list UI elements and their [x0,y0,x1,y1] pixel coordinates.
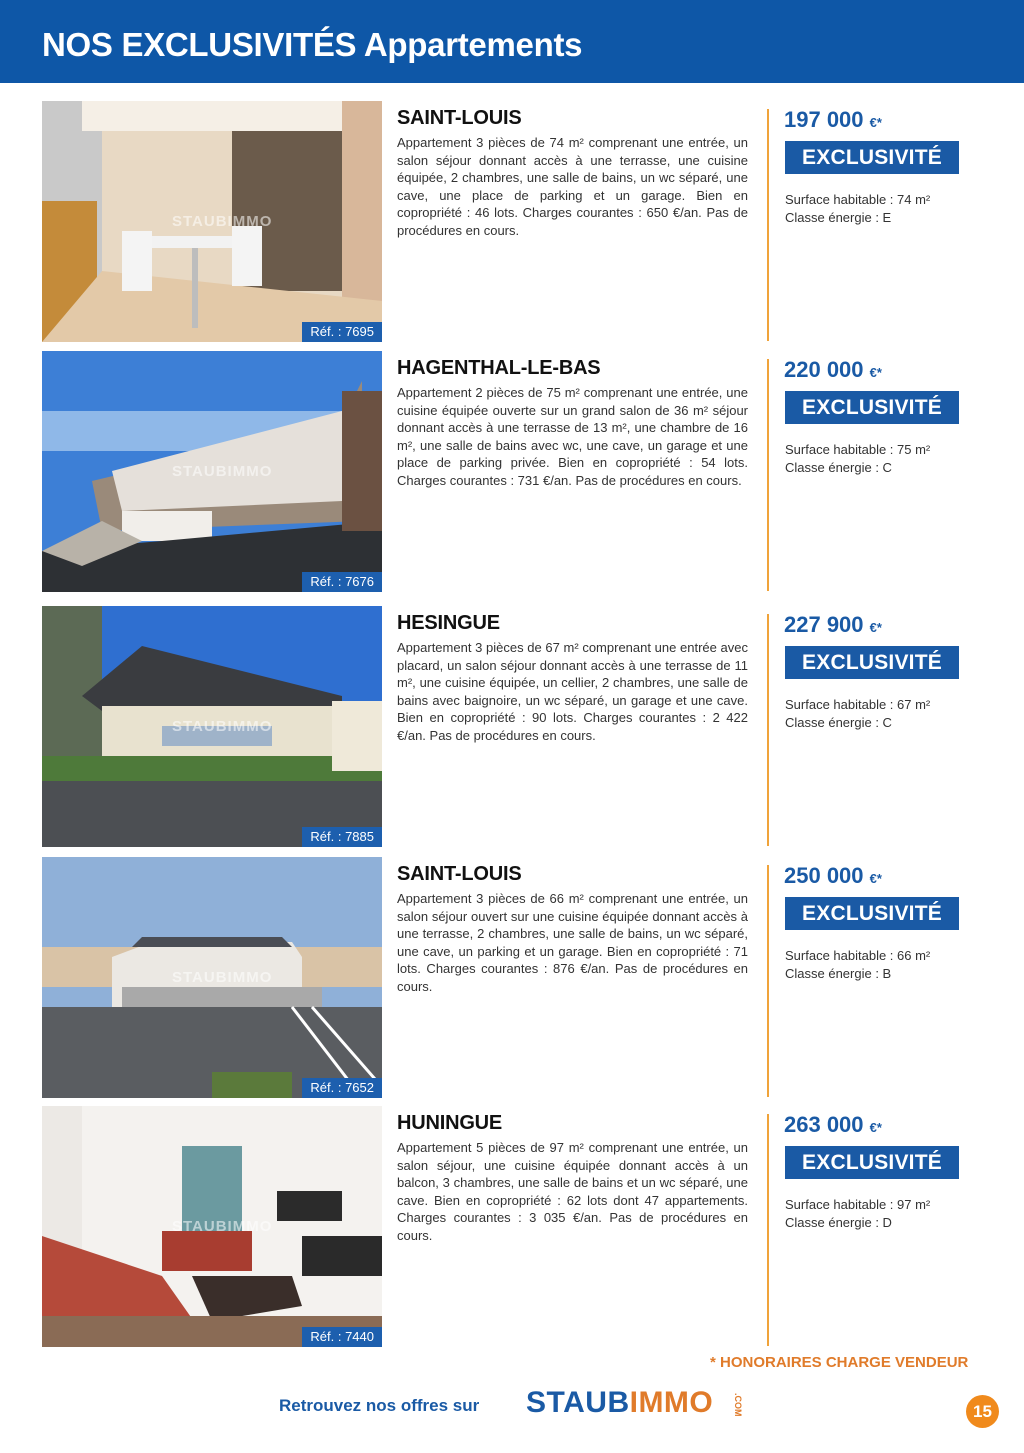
listing-photo[interactable] [42,857,382,1098]
photo-watermark: STAUBIMMO [172,1218,273,1235]
listing-facts [785,696,930,732]
photo-watermark: STAUBIMMO [172,213,273,230]
photo-watermark: STAUBIMMO [172,969,273,986]
photo-watermark: STAUBIMMO [172,463,273,480]
listing-card[interactable] [0,606,1024,850]
divider-line [767,359,769,591]
listing-photo[interactable] [42,101,382,342]
listing-photo[interactable] [42,606,382,847]
reference-badge: Réf. : 7440 [302,1327,382,1347]
listing-price: 220 000 €* [784,357,882,382]
exclusivite-badge: EXCLUSIVITÉ [785,646,959,679]
staubimmo-logo[interactable]: STAUBIMMO [526,1386,714,1419]
energy-class-text: Classe énergie : D [785,1215,892,1230]
listing-photo[interactable] [42,1106,382,1347]
listing-price: 197 000 €* [784,107,882,132]
page-header [0,0,1024,83]
listing-card[interactable] [0,351,1024,595]
energy-class-text: Classe énergie : B [785,966,892,981]
divider-line [767,1114,769,1346]
listing-price: 263 000 €* [784,1112,882,1137]
reference-badge: Réf. : 7885 [302,827,382,847]
exclusivite-badge: EXCLUSIVITÉ [785,897,959,930]
listing-facts [785,1196,930,1232]
exclusivite-badge: EXCLUSIVITÉ [785,141,959,174]
listing-city: SAINT-LOUIS [397,107,522,129]
logo-com-suffix: .COM [733,1393,743,1417]
energy-class-text: Classe énergie : C [785,460,892,475]
listing-description: Appartement 3 pièces de 67 m² comprenant une entrée avec placard, un salon séjour donnant accès à une terrasse de 11 m², une cuisine équipée, un cellier, 2 chambres, une salle de bains avec baignoire, un wc séparé, un garage et une cave. Bien en copropriété : 90 lots. Charges courantes : 2 422 €/an. Pas de procédures en cours. [397,640,748,743]
photo-watermark: STAUBIMMO [172,718,273,735]
listing-facts [785,441,930,477]
page-title: NOS EXCLUSIVITÉS Appartements [42,26,583,63]
reference-badge: Réf. : 7676 [302,572,382,592]
energy-class-text: Classe énergie : C [785,715,892,730]
listing-description: Appartement 5 pièces de 97 m² comprenant une entrée, un salon séjour, une cuisine équipée donnant accès à un balcon, 3 chambres, une salle de bains et un wc séparé, une cave. Bien en copropriété : 62 lots dont 47 appartements. Charges courantes : 3 035 €/an. Pas de procédures en cours. [397,1140,748,1243]
listing-city: SAINT-LOUIS [397,863,522,885]
surface-text: Surface habitable : 75 m² [785,442,931,457]
listing-description: Appartement 3 pièces de 74 m² comprenant une entrée, un salon séjour donnant accès à une terrasse, une cuisine équipée, 2 chambres, une salle de bains, un wc séparé, une cave, une place de parking et un garage. Bien en copropriété : 46 lots. Charges courantes : 650 €/an. Pas de procédures en cours. [397,135,748,238]
fees-footnote: * HONORAIRES CHARGE VENDEUR [710,1354,969,1371]
listing-description: Appartement 2 pièces de 75 m² comprenant une entrée, une cuisine équipée ouverte sur un grand salon de 36 m² séjour donnant accès à une terrasse de 13 m², une chambre de 16 m², une salle de bains avec wc, une cave, un garage et une place de parking privée. Bien en copropriété : 54 lots. Charges courantes : 731 €/an. Pas de procédures en cours. [397,385,748,488]
footer-cta-text: Retrouvez nos offres sur [279,1396,480,1415]
surface-text: Surface habitable : 66 m² [785,948,931,963]
page-number: 15 [966,1395,999,1428]
exclusivite-badge: EXCLUSIVITÉ [785,1146,959,1179]
listing-photo[interactable] [42,351,382,592]
listing-city: HUNINGUE [397,1112,503,1134]
listing-city: HESINGUE [397,612,500,634]
reference-badge: Réf. : 7695 [302,322,382,342]
listing-price: 250 000 €* [784,863,882,888]
surface-text: Surface habitable : 67 m² [785,697,931,712]
listing-facts [785,191,930,227]
divider-line [767,109,769,341]
exclusivite-badge: EXCLUSIVITÉ [785,391,959,424]
listing-card[interactable] [0,1106,1024,1350]
divider-line [767,865,769,1097]
surface-text: Surface habitable : 74 m² [785,192,931,207]
reference-badge: Réf. : 7652 [302,1078,382,1098]
listing-facts [785,947,930,983]
divider-line [767,614,769,846]
listing-card[interactable] [0,101,1024,345]
surface-text: Surface habitable : 97 m² [785,1197,931,1212]
listing-price: 227 900 €* [784,612,882,637]
listing-city: HAGENTHAL-LE-BAS [397,357,601,379]
listing-card[interactable] [0,857,1024,1101]
listing-description: Appartement 3 pièces de 66 m² comprenant une entrée, un salon séjour ouvert sur une cuisine équipée donnant accès à une terrasse, 2 chambres, une salle de bains, un wc séparé, une cave, un parking et un garage. Bien en copropriété : 71 lots. Charges courantes : 876 €/an. Pas de procédures en cours. [397,891,748,994]
energy-class-text: Classe énergie : E [785,210,892,225]
